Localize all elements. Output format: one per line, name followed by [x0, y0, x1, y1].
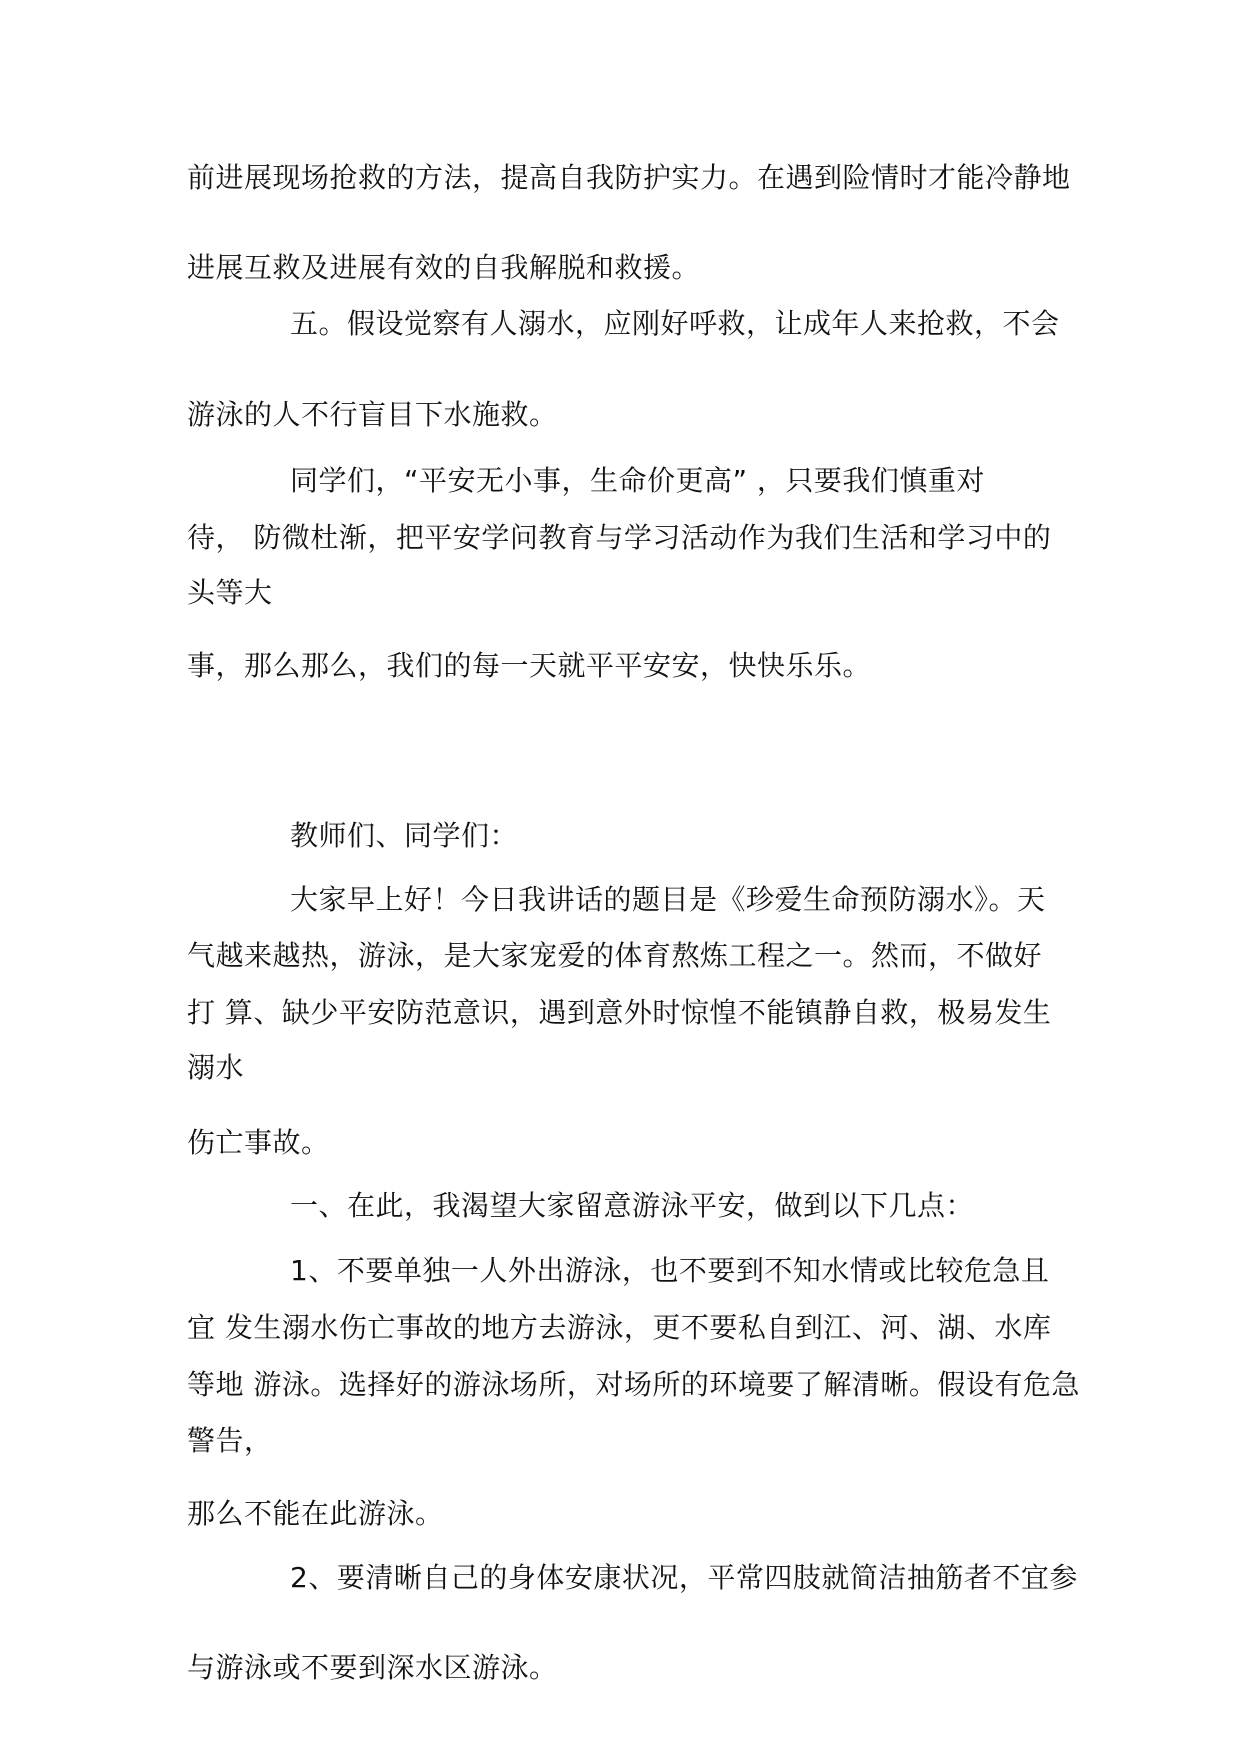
text-line: 大家早上好！今日我讲话的题目是《珍爱生命预防溺水》。天 — [290, 883, 1046, 916]
text-line: 2、要清晰自己的身体安康状况，平常四肢就简洁抽筋者不宜参 — [290, 1561, 1078, 1594]
text-line: 1、不要单独一人外出游泳，也不要到不知水情或比较危急且 — [290, 1254, 1050, 1287]
text-line: 一、在此，我渴望大家留意游泳平安，做到以下几点： — [290, 1189, 975, 1222]
text-line: 教师们、同学们： — [290, 819, 519, 852]
text-line: 头等大 — [187, 576, 273, 609]
text-line: 气越来越热，游泳，是大家宠爱的体育熬炼工程之一。然而，不做好 — [187, 939, 1043, 972]
text-line: 待， 防微杜渐，把平安学问教育与学习活动作为我们生活和学习中的 — [187, 521, 1052, 554]
text-line: 五。假设觉察有人溺水，应刚好呼救，让成年人来抢救，不会 — [290, 307, 1060, 340]
text-line: 游泳的人不行盲目下水施救。 — [187, 398, 558, 431]
text-line: 警告， — [187, 1424, 273, 1457]
text-line: 与游泳或不要到深水区游泳。 — [187, 1651, 558, 1684]
text-line: 伤亡事故。 — [187, 1126, 330, 1159]
text-line: 宜 发生溺水伤亡事故的地方去游泳，更不要私自到江、河、湖、水库 — [187, 1311, 1052, 1344]
text-line: 事，那么那么，我们的每一天就平平安安，快快乐乐。 — [187, 649, 872, 682]
text-line: 打 算、缺少平安防范意识，遇到意外时惊惶不能镇静自救，极易发生 — [187, 996, 1052, 1029]
text-line: 等地 游泳。选择好的游泳场所，对场所的环境要了解清晰。假设有危急 — [187, 1368, 1080, 1401]
text-line: 那么不能在此游泳。 — [187, 1497, 444, 1530]
text-line: 前进展现场抢救的方法，提高自我防护实力。在遇到险情时才能冷静地 — [187, 161, 1071, 194]
text-line: 同学们，“平安无小事，生命价更高” ，只要我们慎重对 — [290, 464, 985, 497]
text-line: 溺水 — [187, 1051, 245, 1084]
text-line: 进展互救及进展有效的自我解脱和救援。 — [187, 251, 701, 284]
